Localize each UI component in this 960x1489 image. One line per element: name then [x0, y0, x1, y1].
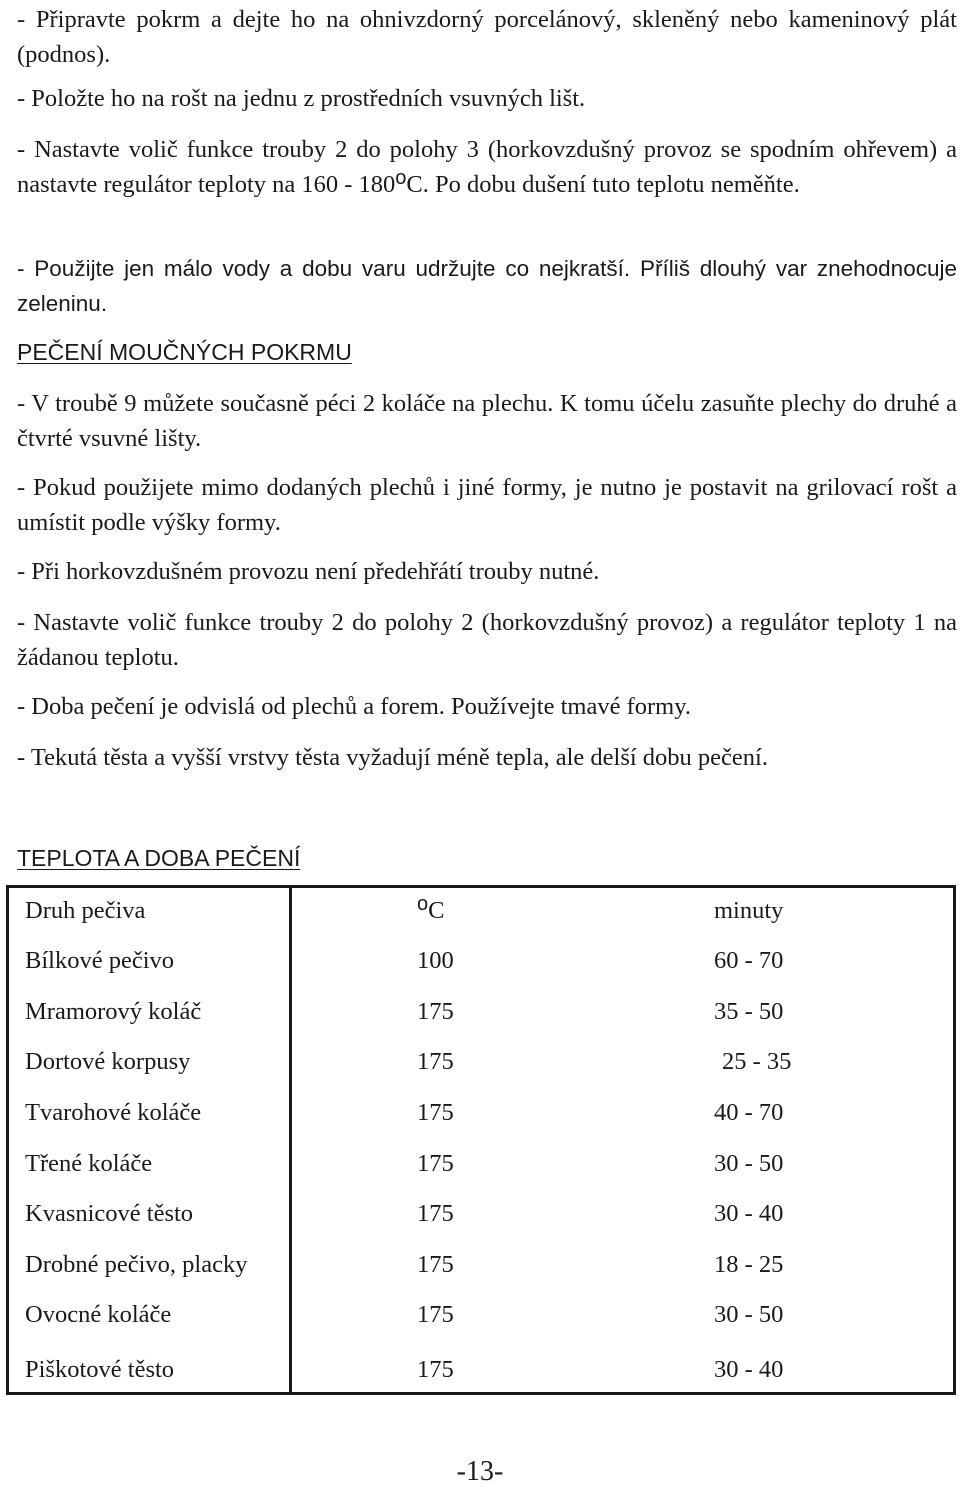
- pastry-temperature: 175: [417, 1200, 454, 1227]
- pastry-name: Dortové korpusy: [25, 1048, 191, 1075]
- pastry-minutes: 35 - 50: [714, 998, 784, 1025]
- baking-table: [6, 885, 956, 1395]
- paragraph-other-forms: - Pokud použijete mimo dodaných plechů i jiné formy, je nutno je postavit na grilovací rošt a umístit podle výšky formy.: [17, 474, 957, 536]
- paragraph-set-function: [17, 132, 957, 204]
- set-function-text-end: C. Po dobu dušení tuto teplotu neměňte.: [406, 171, 800, 198]
- pastry-minutes: 30 - 40: [714, 1356, 784, 1383]
- pastry-name: Mramorový koláč: [25, 998, 202, 1025]
- pastry-temperature: 175: [417, 1301, 454, 1328]
- pastry-temperature: 175: [417, 1099, 454, 1126]
- heading-baking-flour-dishes: PEČENÍ MOUČNÝCH POKRMU: [17, 339, 352, 365]
- header-pastry-type: Druh pečiva: [25, 897, 146, 924]
- table-row: [9, 1093, 953, 1133]
- pastry-temperature: 175: [417, 998, 454, 1025]
- pastry-minutes: 25 - 35: [722, 1048, 792, 1075]
- table-row: [9, 1144, 953, 1184]
- heading-temperature-time: TEPLOTA A DOBA PEČENÍ: [17, 845, 301, 871]
- pastry-name: Kvasnicové těsto: [25, 1200, 194, 1227]
- pastry-name: Tvarohové koláče: [25, 1099, 202, 1126]
- header-degree-symbol: o: [417, 893, 429, 915]
- pastry-minutes: 30 - 50: [714, 1301, 784, 1328]
- table-row: [9, 1194, 953, 1234]
- pastry-temperature: 100: [417, 947, 454, 974]
- paragraph-little-water: - Použijte jen málo vody a dobu varu udržujte co nejkratší. Příliš dlouhý var znehodnocuje zeleninu.: [17, 256, 957, 316]
- pastry-name: Třené koláče: [25, 1150, 153, 1177]
- paragraph-liquid-dough: - Tekutá těsta a vyšší vrstvy těsta vyžadují méně tepla, ale delší dobu pečení.: [17, 744, 768, 771]
- pastry-minutes: 30 - 50: [714, 1150, 784, 1177]
- table-row: [9, 1042, 953, 1082]
- set-function-text: - Nastavte volič funkce trouby 2 do polohy 3 (horkovzdušný provoz se spodním ohřevem) a nastavte regulátor teploty na 160 - 180: [17, 136, 957, 198]
- pastry-name: Drobné pečivo, placky: [25, 1251, 248, 1278]
- paragraph-baking-time: - Doba pečení je odvislá od plechů a forem. Používejte tmavé formy.: [17, 693, 691, 720]
- header-temperature: [417, 891, 444, 932]
- paragraph-place-on-rack: - Položte ho na rošt na jednu z prostředních vsuvných lišt.: [17, 85, 586, 112]
- pastry-minutes: 60 - 70: [714, 947, 784, 974]
- paragraph-no-preheat: - Při horkovzdušném provozu není předehřátí trouby nutné.: [17, 558, 600, 585]
- table-row: [9, 1245, 953, 1285]
- pastry-minutes: 30 - 40: [714, 1200, 784, 1227]
- paragraph-prepare-dish: - Připravte pokrm a dejte ho na ohnivzdorný porcelánový, skleněný nebo kameninový plát (podnos).: [17, 6, 957, 68]
- pastry-temperature: 175: [417, 1048, 454, 1075]
- paragraph-set-hot-air: - Nastavte volič funkce trouby 2 do polohy 2 (horkovzdušný provoz) a regulátor teploty 1 na žádanou teplotu.: [17, 609, 957, 671]
- paragraph-two-cakes: - V troubě 9 můžete současně péci 2 koláče na plechu. K tomu účelu zasuňte plechy do druhé a čtvrté vsuvné lišty.: [17, 390, 957, 452]
- pastry-temperature: 175: [417, 1251, 454, 1278]
- degree-symbol: o: [395, 167, 407, 189]
- pastry-name: Ovocné koláče: [25, 1301, 172, 1328]
- table-header-row: [9, 891, 953, 931]
- header-minutes: minuty: [714, 897, 784, 924]
- pastry-name: Piškotové těsto: [25, 1356, 175, 1383]
- header-temperature-unit: C: [428, 897, 445, 924]
- table-row: [9, 1295, 953, 1335]
- pastry-temperature: 175: [417, 1150, 454, 1177]
- table-row: [9, 1350, 953, 1390]
- page-number: -13-: [456, 1456, 504, 1487]
- table-row: [9, 941, 953, 981]
- pastry-minutes: 18 - 25: [714, 1251, 784, 1278]
- pastry-temperature: 175: [417, 1356, 454, 1383]
- pastry-minutes: 40 - 70: [714, 1099, 784, 1126]
- table-row: [9, 992, 953, 1032]
- pastry-name: Bílkové pečivo: [25, 947, 175, 974]
